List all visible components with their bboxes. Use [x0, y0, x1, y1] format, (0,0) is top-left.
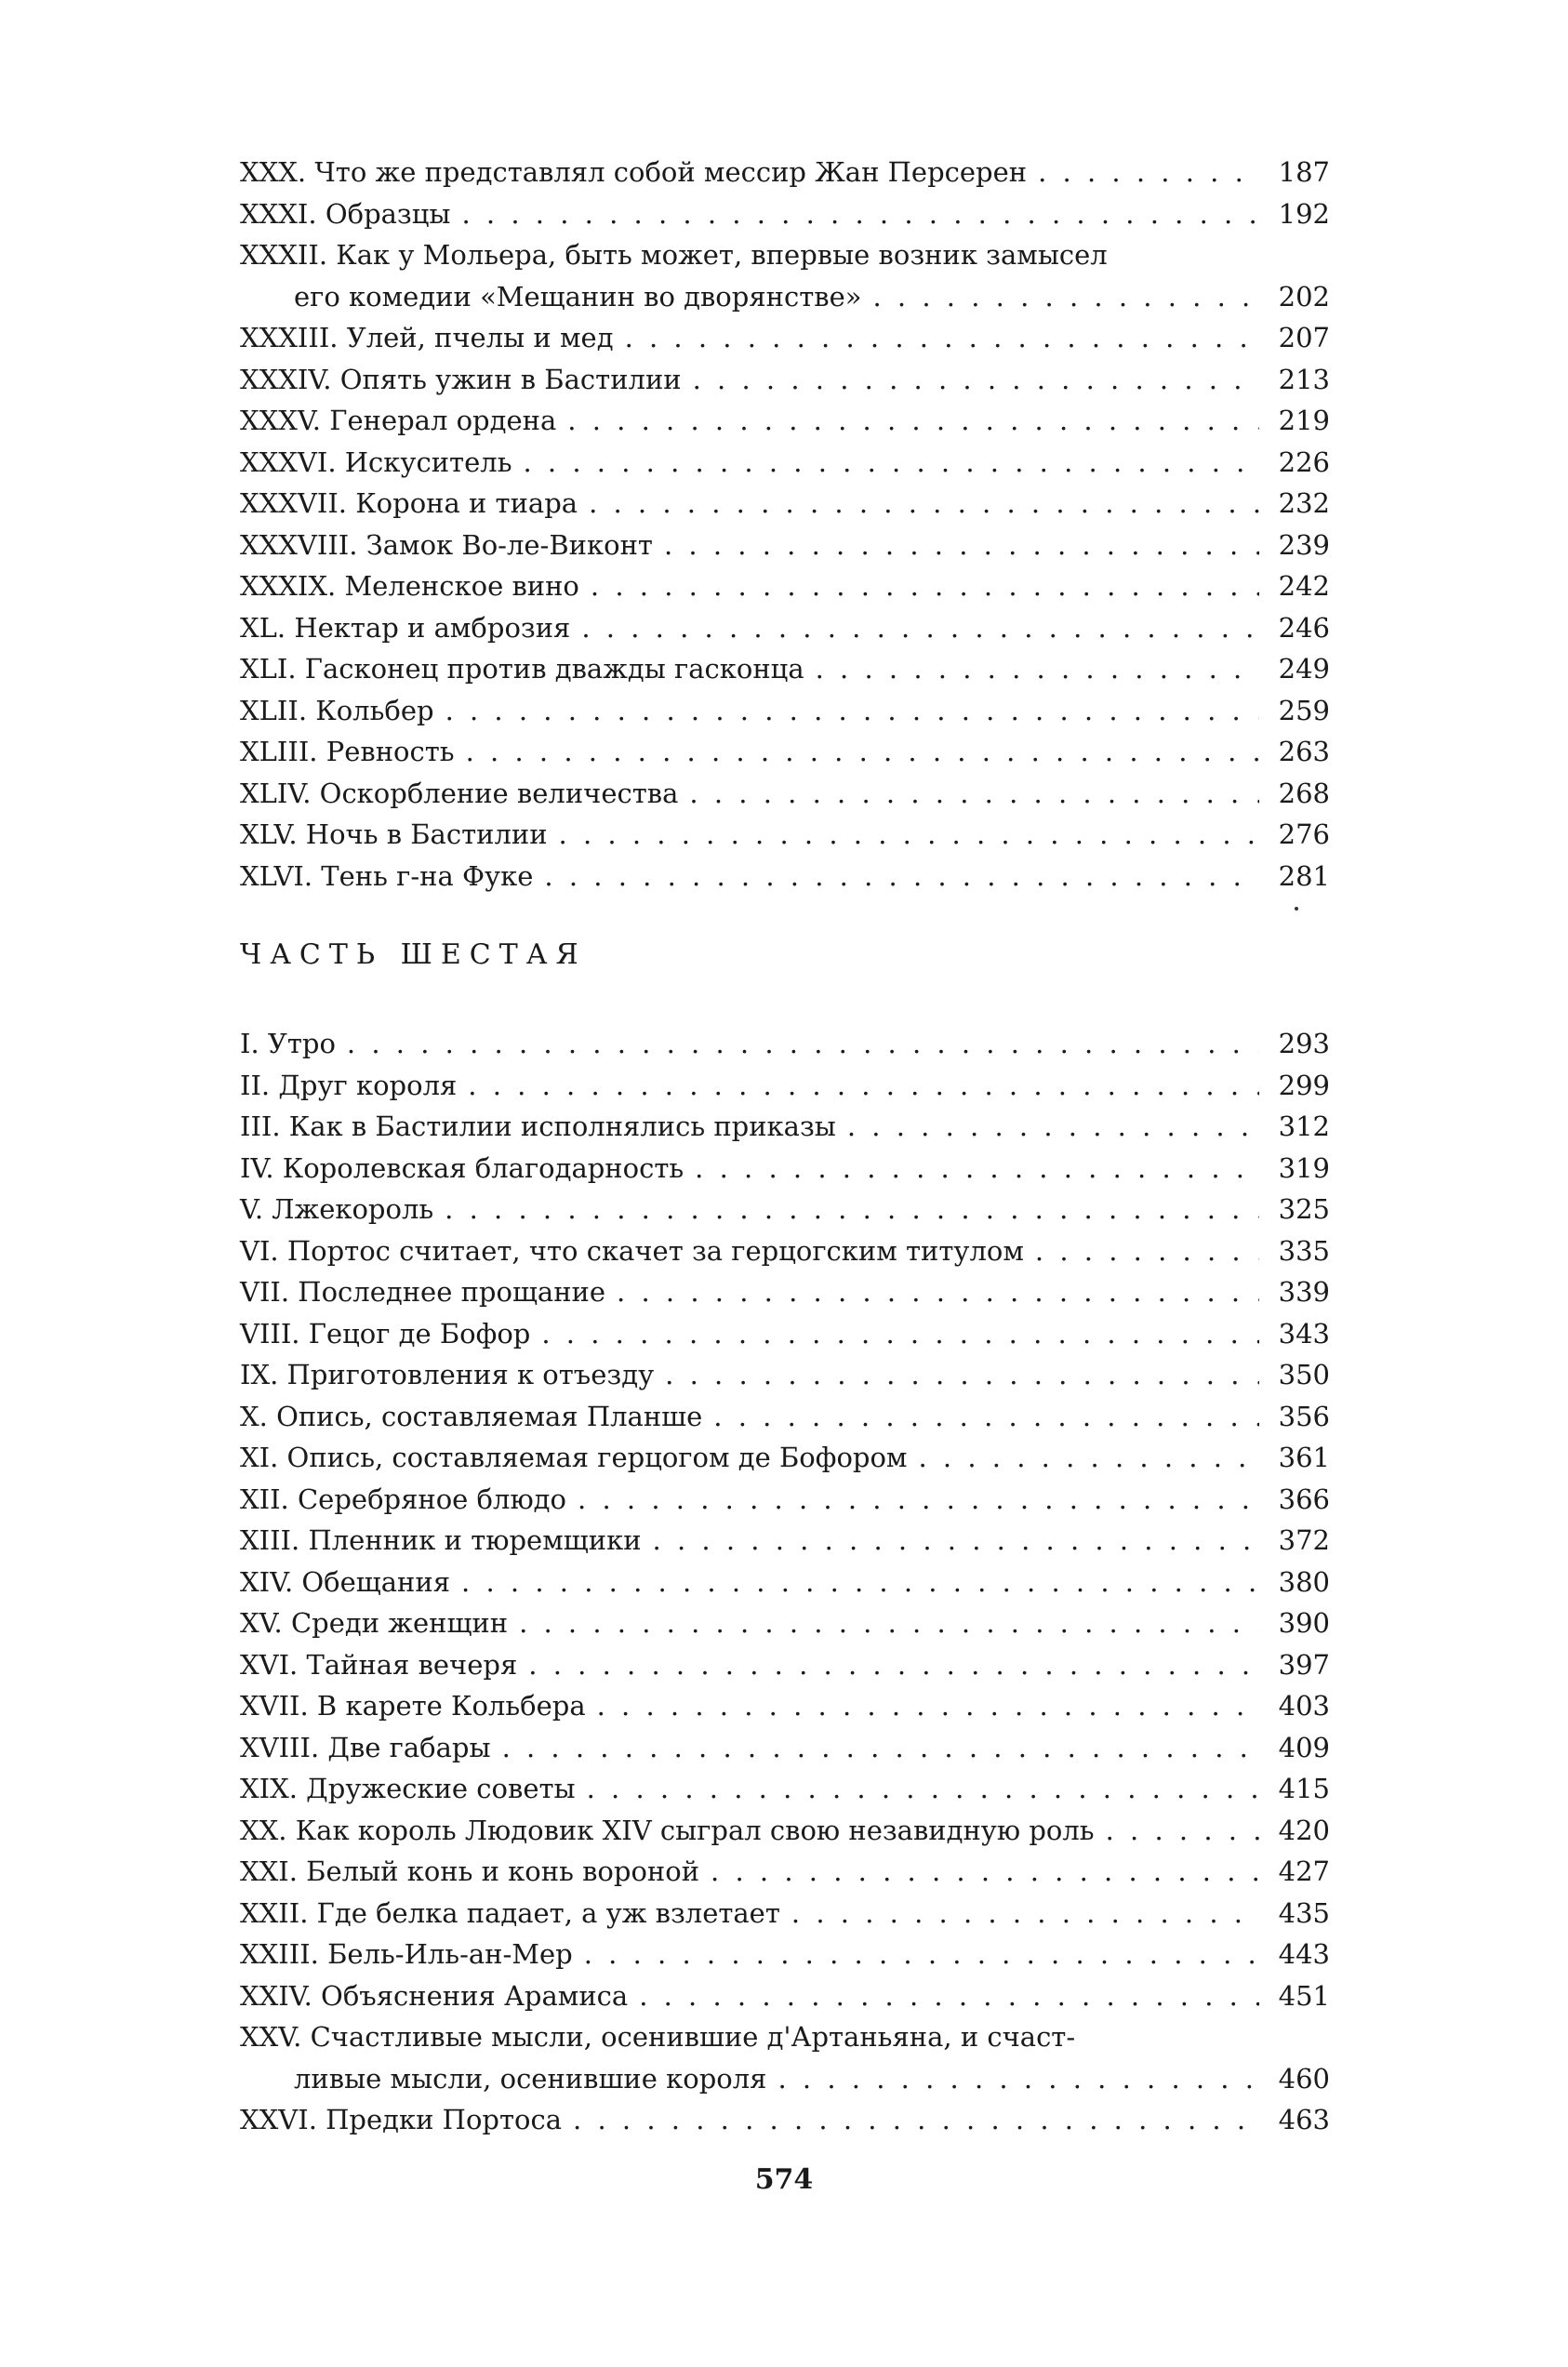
- toc-entry-title: XXXVI. Искуситель: [240, 445, 512, 478]
- toc-entry-page: 276: [1278, 818, 1330, 850]
- toc-entry-title: III. Как в Бастилии исполнялись приказы: [240, 1110, 836, 1142]
- toc-entry: [240, 525, 1330, 566]
- toc-entry-page: 380: [1278, 1565, 1330, 1598]
- dot-leader: [512, 442, 1259, 484]
- toc-entry-title: XXV. Счастливые мысли, осенившие д'Артаньяна, и счаст-: [240, 2021, 1076, 2053]
- toc-entry-page: 435: [1278, 1896, 1330, 1929]
- toc-entry: [240, 1644, 1330, 1686]
- toc-entry-page: 339: [1278, 1276, 1330, 1308]
- toc-entry-page: 312: [1278, 1110, 1330, 1142]
- stray-dot: [1295, 907, 1298, 911]
- toc-entry: [240, 400, 1330, 442]
- toc-entry: [240, 442, 1330, 484]
- toc-entry-page: 232: [1278, 487, 1330, 519]
- toc-entry: [240, 193, 1330, 235]
- toc-entry-title: XLVI. Тень г-на Фуке: [240, 859, 534, 892]
- toc-entry-page: 219: [1278, 405, 1330, 436]
- toc-entry: [240, 234, 1330, 276]
- toc-entry-title: XVIII. Две габары: [240, 1731, 491, 1763]
- toc-entry-page: 409: [1278, 1731, 1330, 1763]
- toc-entry-page: 293: [1278, 1028, 1330, 1059]
- toc-entry-page: 350: [1278, 1359, 1330, 1390]
- dot-leader: [573, 1934, 1259, 1975]
- toc-entry: [240, 1271, 1330, 1313]
- toc-entry-page: 187: [1278, 156, 1330, 188]
- toc-entry-title: XXXVIII. Замок Во-ле-Виконт: [240, 528, 653, 561]
- dot-leader: [578, 483, 1259, 525]
- toc-entry-page: 451: [1278, 1979, 1330, 2012]
- toc-entry-page: 242: [1278, 570, 1330, 602]
- dot-leader: [1024, 1230, 1259, 1272]
- toc-entry-title: XII. Серебряное блюдо: [240, 1483, 567, 1515]
- toc-entry-page: 268: [1278, 777, 1330, 809]
- dot-leader: [804, 648, 1259, 690]
- toc-entry: [240, 1520, 1330, 1562]
- toc-entry: [240, 1023, 1330, 1065]
- dot-leader: [556, 400, 1259, 442]
- page-number: 574: [754, 2163, 814, 2196]
- dot-leader: [570, 607, 1259, 649]
- dot-leader: [1027, 152, 1259, 193]
- dot-leader: [653, 525, 1259, 566]
- toc-list-part-six: [240, 1023, 1330, 2141]
- toc-entry-page: 415: [1278, 1773, 1330, 1804]
- toc-entry-title: XXXIX. Меленское вино: [240, 570, 579, 602]
- toc-entry-page: 319: [1278, 1151, 1330, 1184]
- section-heading: ЧАСТЬ ШЕСТАЯ: [240, 938, 587, 971]
- toc-entry: [240, 1354, 1330, 1396]
- toc-entry-title: XV. Среди женщин: [240, 1607, 509, 1639]
- toc-entry-title: XXXI. Образцы: [240, 197, 451, 230]
- toc-entry-title: XXXV. Генерал ордена: [240, 405, 557, 436]
- toc-entry-title-continued: ливые мысли, осенившие короля: [294, 2062, 767, 2094]
- toc-entry-title: XXVI. Предки Портоса: [240, 2104, 563, 2135]
- toc-entry: [240, 1810, 1330, 1852]
- toc-entry-page: 372: [1278, 1524, 1330, 1556]
- toc-entry-title: XIV. Обещания: [240, 1565, 451, 1598]
- toc-entry-title: VI. Портос считает, что скачет за герцогским титулом: [240, 1234, 1024, 1267]
- dot-leader: [491, 1727, 1259, 1769]
- toc-entry-page: 366: [1278, 1483, 1330, 1515]
- toc-entry-page: 207: [1278, 322, 1330, 353]
- toc-entry: [240, 359, 1330, 401]
- dot-leader: [628, 1975, 1259, 2017]
- toc-entry-page: 343: [1278, 1317, 1330, 1350]
- dot-leader: [614, 317, 1259, 359]
- dot-leader: [433, 1189, 1259, 1230]
- toc-entry-continuation: [240, 2058, 1330, 2100]
- dot-leader: [1095, 1810, 1259, 1852]
- dot-leader: [780, 1893, 1259, 1935]
- toc-entry-title: V. Лжекороль: [240, 1193, 434, 1225]
- toc-entry-title: XXXII. Как у Мольера, быть может, впервые возник замысел: [240, 239, 1108, 271]
- dot-leader: [702, 1396, 1259, 1438]
- toc-entry: [240, 1768, 1330, 1810]
- toc-entry-title: XXXIII. Улей, пчелы и мед: [240, 322, 614, 353]
- dot-leader: [533, 856, 1259, 898]
- dot-leader: [450, 1562, 1259, 1603]
- dot-leader: [684, 1148, 1259, 1190]
- toc-entry: [240, 565, 1330, 607]
- toc-entry-title: XXXIV. Опять ужин в Бастилии: [240, 363, 682, 395]
- dot-leader: [642, 1520, 1259, 1562]
- dot-leader: [861, 276, 1259, 318]
- toc-entry-page: 263: [1278, 736, 1330, 767]
- toc-entry-page: 202: [1278, 280, 1330, 312]
- toc-entry-title: I. Утро: [240, 1028, 336, 1059]
- toc-entry-page: 226: [1278, 445, 1330, 478]
- dot-leader: [508, 1602, 1259, 1644]
- toc-entry-page: 403: [1278, 1690, 1330, 1722]
- dot-leader: [576, 1768, 1259, 1810]
- dot-leader: [562, 2099, 1259, 2141]
- dot-leader: [530, 1313, 1259, 1355]
- dot-leader: [548, 814, 1259, 856]
- toc-entry-title: XX. Как король Людовик XIV сыграл свою незавидную роль: [240, 1814, 1095, 1846]
- toc-entry: [240, 1851, 1330, 1893]
- toc-entry-page: 213: [1278, 363, 1330, 395]
- toc-entry: [240, 317, 1330, 359]
- toc-entry: [240, 1934, 1330, 1975]
- toc-entry-title: XXI. Белый конь и конь вороной: [240, 1855, 700, 1887]
- dot-leader: [836, 1106, 1259, 1148]
- toc-entry: [240, 1106, 1330, 1148]
- dot-leader: [517, 1644, 1259, 1686]
- dot-leader: [434, 690, 1259, 732]
- toc-entry-title: XXIII. Бель-Иль-ан-Мер: [240, 1938, 573, 1970]
- toc-entry-page: 281: [1278, 859, 1330, 892]
- toc-entry: [240, 1893, 1330, 1935]
- dot-leader: [678, 773, 1259, 815]
- toc-entry: [240, 1479, 1330, 1521]
- toc-entry: [240, 1230, 1330, 1272]
- toc-entry-continuation: [240, 276, 1330, 318]
- toc-entry: [240, 856, 1330, 898]
- toc-entry-title: XXIV. Объяснения Арамиса: [240, 1979, 629, 2012]
- toc-entry-title: XIII. Пленник и тюремщики: [240, 1524, 642, 1556]
- toc-entry-page: 299: [1278, 1069, 1330, 1101]
- toc-entry: [240, 731, 1330, 773]
- dot-leader: [605, 1271, 1259, 1313]
- toc-list-part-five: [240, 152, 1330, 897]
- toc-entry: [240, 1975, 1330, 2017]
- toc-entry-page: 361: [1278, 1442, 1330, 1473]
- toc-entry: [240, 607, 1330, 649]
- toc-entry-title: XLIV. Оскорбление величества: [240, 777, 679, 809]
- toc-entry-page: 443: [1278, 1938, 1330, 1970]
- toc-entry: [240, 690, 1330, 732]
- dot-leader: [450, 193, 1259, 235]
- toc-entry-title: XVI. Тайная вечеря: [240, 1648, 518, 1681]
- toc-entry-title: XLV. Ночь в Бастилии: [240, 818, 548, 850]
- toc-entry-page: 427: [1278, 1855, 1330, 1887]
- toc-entry-title: XL. Нектар и амброзия: [240, 611, 571, 644]
- toc-entry-page: 463: [1278, 2104, 1330, 2135]
- toc-entry: [240, 773, 1330, 815]
- toc-entry: [240, 2016, 1330, 2058]
- dot-leader: [586, 1685, 1259, 1727]
- toc-entry-title: XI. Опись, составляемая герцогом де Бофором: [240, 1442, 908, 1473]
- toc-entry-title: XLI. Гасконец против дважды гасконца: [240, 653, 804, 685]
- toc-entry-page: 335: [1278, 1234, 1330, 1267]
- dot-leader: [766, 2058, 1259, 2100]
- toc-entry: [240, 1562, 1330, 1603]
- dot-leader: [336, 1023, 1259, 1065]
- toc-entry: [240, 1396, 1330, 1438]
- toc-entry: [240, 1602, 1330, 1644]
- toc-entry-title: II. Друг короля: [240, 1069, 458, 1101]
- toc-entry-title: VII. Последнее прощание: [240, 1276, 606, 1308]
- toc-entry: [240, 814, 1330, 856]
- toc-entry: [240, 1189, 1330, 1230]
- toc-entry: [240, 483, 1330, 525]
- toc-entry-title-continued: его комедии «Мещанин во дворянстве»: [294, 280, 862, 312]
- toc-entry-title: XLIII. Ревность: [240, 736, 455, 767]
- toc-entry-page: 259: [1278, 694, 1330, 726]
- toc-entry-page: 192: [1278, 197, 1330, 230]
- toc-entry: [240, 1148, 1330, 1190]
- toc-entry-title: XXII. Где белка падает, а уж взлетает: [240, 1896, 780, 1929]
- toc-entry-title: X. Опись, составляемая Планше: [240, 1400, 703, 1432]
- toc-entry: [240, 2099, 1330, 2141]
- toc-entry-title: XIX. Дружеские советы: [240, 1773, 576, 1804]
- dot-leader: [455, 731, 1259, 773]
- toc-entry-page: 249: [1278, 653, 1330, 685]
- toc-entry-title: XXX. Что же представлял собой мессир Жан Персерен: [240, 156, 1028, 188]
- toc-entry-page: 420: [1278, 1814, 1330, 1846]
- toc-entry: [240, 1313, 1330, 1355]
- toc-entry-page: 325: [1278, 1193, 1330, 1225]
- dot-leader: [654, 1354, 1259, 1396]
- toc-entry-page: 390: [1278, 1607, 1330, 1639]
- toc-entry: [240, 152, 1330, 193]
- toc-entry-page: 397: [1278, 1648, 1330, 1681]
- toc-entry: [240, 1065, 1330, 1107]
- toc-entry-title: IX. Приготовления к отъезду: [240, 1359, 655, 1390]
- toc-entry: [240, 1437, 1330, 1479]
- toc-entry: [240, 648, 1330, 690]
- toc-entry-page: 239: [1278, 528, 1330, 561]
- toc-entry-title: IV. Королевская благодарность: [240, 1151, 684, 1184]
- toc-entry-page: 246: [1278, 611, 1330, 644]
- dot-leader: [579, 565, 1259, 607]
- toc-entry-title: VIII. Гецог де Бофор: [240, 1317, 531, 1350]
- dot-leader: [699, 1851, 1259, 1893]
- toc-entry-title: XLII. Кольбер: [240, 694, 434, 726]
- toc-entry-page: 460: [1278, 2062, 1330, 2094]
- toc-entry: [240, 1685, 1330, 1727]
- toc-entry-page: 356: [1278, 1400, 1330, 1432]
- dot-leader: [682, 359, 1259, 401]
- toc-entry-title: XVII. В карете Кольбера: [240, 1690, 586, 1722]
- dot-leader: [566, 1479, 1259, 1521]
- dot-leader: [457, 1065, 1259, 1107]
- toc-entry: [240, 1727, 1330, 1769]
- toc-entry-title: XXXVII. Корона и тиара: [240, 487, 578, 519]
- dot-leader: [907, 1437, 1259, 1479]
